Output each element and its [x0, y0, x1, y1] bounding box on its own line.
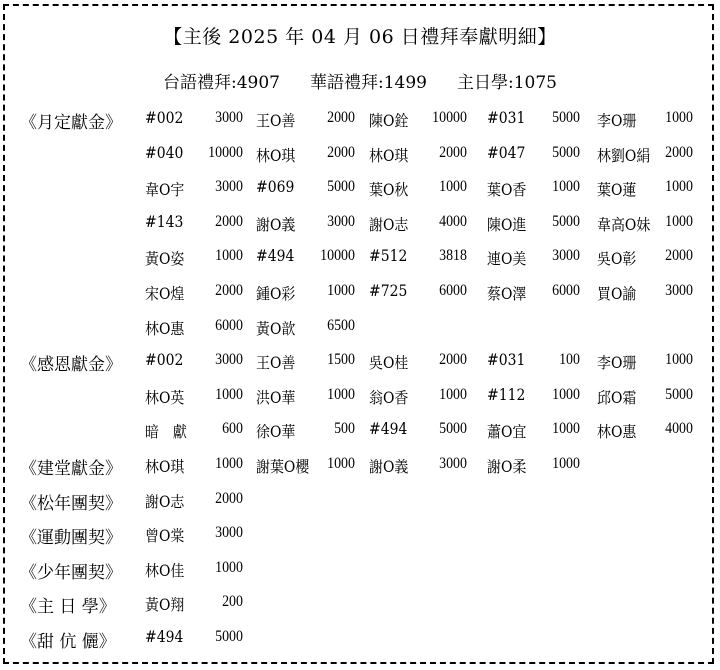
offering-amount: 6000	[215, 316, 243, 334]
section-label: 《運動團契》	[20, 528, 122, 549]
donor-name: 謝葉O櫻	[256, 458, 310, 476]
offering-amount: 10000	[320, 247, 355, 265]
donor-name: 陳O進	[487, 215, 527, 234]
donor-name: 徐O華	[256, 423, 296, 442]
donor-name: 黃O歆	[256, 319, 296, 338]
offering-amount: 2000	[665, 247, 693, 265]
offering-amount: 1000	[665, 351, 693, 369]
donor-name: #002	[145, 351, 184, 370]
offering-amount: 2000	[215, 282, 243, 299]
offering-amount: 1000	[665, 109, 693, 126]
offering-amount: 5000	[215, 628, 243, 645]
offering-amount: 1000	[215, 247, 243, 265]
offering-amount: 3000	[439, 455, 467, 472]
offering-amount: 1000	[327, 385, 355, 403]
donor-name: #112	[487, 385, 526, 404]
offering-amount: 1000	[665, 178, 693, 196]
donor-name: 蔡O澤	[487, 285, 527, 303]
offering-amount: 1000	[439, 385, 467, 403]
donor-name: 韋O宇	[145, 181, 185, 200]
donor-name: 曾O棠	[145, 527, 185, 546]
donor-name: 林O琪	[369, 146, 409, 165]
offering-amount: 1000	[215, 558, 243, 576]
offering-amount: 3000	[327, 212, 355, 230]
donor-name: 洪O華	[256, 388, 296, 407]
section-label: 《建堂獻金》	[20, 459, 122, 479]
offering-amount: 100	[559, 351, 580, 369]
stat-label: 主日學:	[457, 73, 514, 93]
offering-amount: 5000	[327, 178, 355, 196]
offering-amount: 600	[222, 420, 243, 438]
donor-name: #069	[256, 178, 295, 197]
stat-sunday-school	[457, 68, 557, 93]
offering-amount: 1500	[327, 351, 355, 369]
stat-value: 1075	[513, 73, 557, 93]
section-label: 《主 日 學》	[20, 597, 116, 618]
donor-name: 邱O霜	[597, 388, 637, 407]
donor-name: 謝O義	[256, 215, 296, 234]
donor-name: 韋高O妹	[597, 215, 651, 234]
offering-amount: 6500	[327, 316, 355, 334]
section-label: 《甜 伉 儷》	[20, 632, 116, 652]
stat-value: 4907	[236, 73, 280, 93]
offering-amount: 5000	[552, 109, 580, 126]
donor-name: #143	[145, 212, 184, 231]
offering-amount: 2000	[327, 143, 355, 161]
donor-name: 宋O煌	[145, 285, 185, 303]
stat-taiwanese-service	[163, 68, 280, 93]
donor-name: #512	[369, 247, 408, 266]
donor-name: 李O珊	[597, 112, 637, 130]
offering-amount: 500	[334, 420, 355, 438]
donor-name: #040	[145, 143, 184, 162]
offering-amount: 200	[222, 593, 243, 611]
donor-name: 王O善	[256, 112, 296, 130]
offering-amount: 3000	[215, 524, 243, 542]
offering-amount: 3000	[215, 178, 243, 196]
offering-amount: 1000	[215, 385, 243, 403]
section-label: 《感恩獻金》	[20, 355, 122, 376]
offering-amount: 5000	[665, 385, 693, 403]
donor-name: 鍾O彩	[256, 285, 296, 303]
donor-name: 謝O義	[369, 458, 409, 476]
offering-amount: 4000	[665, 420, 693, 438]
offering-amount: 10000	[208, 143, 243, 161]
offering-amount: 3000	[215, 109, 243, 126]
offering-amount: 1000	[327, 282, 355, 299]
offering-amount: 4000	[439, 212, 467, 230]
donor-name: 謝O柔	[487, 458, 527, 476]
offering-amount: 1000	[552, 385, 580, 403]
donor-name: 黃O翔	[145, 596, 185, 615]
donor-name: #494	[145, 628, 184, 646]
stat-mandarin-service	[310, 68, 427, 93]
offering-amount: 10000	[432, 109, 467, 126]
donor-name: 葉O香	[487, 181, 527, 200]
donor-name: 李O珊	[597, 354, 637, 373]
donor-name: 林O英	[145, 388, 185, 407]
offering-amount: 1000	[552, 420, 580, 438]
offering-amount: 6000	[552, 282, 580, 299]
offering-amount: 2000	[439, 143, 467, 161]
offering-amount: 2000	[215, 212, 243, 230]
offering-amount: 2000	[215, 489, 243, 507]
donor-name: #031	[487, 109, 526, 127]
stat-label: 台語禮拜:	[163, 73, 237, 93]
donor-name: #031	[487, 351, 526, 370]
stat-value: 1499	[383, 73, 427, 93]
offering-amount: 5000	[552, 143, 580, 161]
donor-name: 連O美	[487, 250, 527, 269]
donor-name: 謝O志	[369, 215, 409, 234]
offering-amount: 1000	[327, 455, 355, 472]
offering-amount: 6000	[439, 282, 467, 299]
offering-amount: 5000	[439, 420, 467, 438]
donor-name: 買O諭	[597, 285, 637, 303]
donor-name: 林O惠	[145, 319, 185, 338]
donor-name: 吳O彰	[597, 250, 637, 269]
offering-amount: 3000	[665, 282, 693, 299]
offering-amount: 3818	[439, 247, 467, 265]
offering-amount: 1000	[665, 212, 693, 230]
offering-amount: 1000	[215, 455, 243, 472]
offering-amount: 2000	[327, 109, 355, 126]
donor-name: 葉O蓮	[597, 181, 637, 200]
donor-name: #494	[256, 247, 295, 266]
donor-name: 林O佳	[145, 561, 185, 580]
offering-amount: 2000	[665, 143, 693, 161]
donor-name: 謝O志	[145, 492, 185, 511]
donor-name: 陳O銓	[369, 112, 409, 130]
donor-name: 林O琪	[145, 458, 185, 476]
donor-name: 林O琪	[256, 146, 296, 165]
donor-name: 暗 獻	[145, 423, 187, 442]
attendance-stats	[0, 68, 720, 93]
donor-name: 王O善	[256, 354, 296, 373]
offering-amount: 1000	[552, 455, 580, 472]
donor-name: #494	[369, 420, 408, 439]
page-title: 【主後 2025 年 04 月 06 日禮拜奉獻明細】	[163, 26, 557, 48]
donor-name: 葉O秋	[369, 181, 409, 200]
offering-amount: 1000	[552, 178, 580, 196]
offering-amount: 3000	[215, 351, 243, 369]
donor-name: 黃O姿	[145, 250, 185, 269]
section-label: 《月定獻金》	[20, 113, 122, 133]
offering-amount: 2000	[439, 351, 467, 369]
donor-name: 翁O香	[369, 388, 409, 407]
section-label: 《松年團契》	[20, 493, 122, 514]
donor-name: 林O惠	[597, 423, 637, 442]
offering-amount: 3000	[552, 247, 580, 265]
offering-amount: 1000	[439, 178, 467, 196]
donor-name: 林劉O絹	[597, 146, 651, 165]
donor-name: 蕭O宜	[487, 423, 527, 442]
section-label: 《少年團契》	[20, 562, 122, 583]
offering-amount: 5000	[552, 212, 580, 230]
donor-name: #047	[487, 143, 526, 162]
donor-name: 吳O桂	[369, 354, 409, 373]
donor-name: #725	[369, 282, 408, 300]
donor-name: #002	[145, 109, 184, 127]
stat-label: 華語禮拜:	[310, 73, 384, 93]
